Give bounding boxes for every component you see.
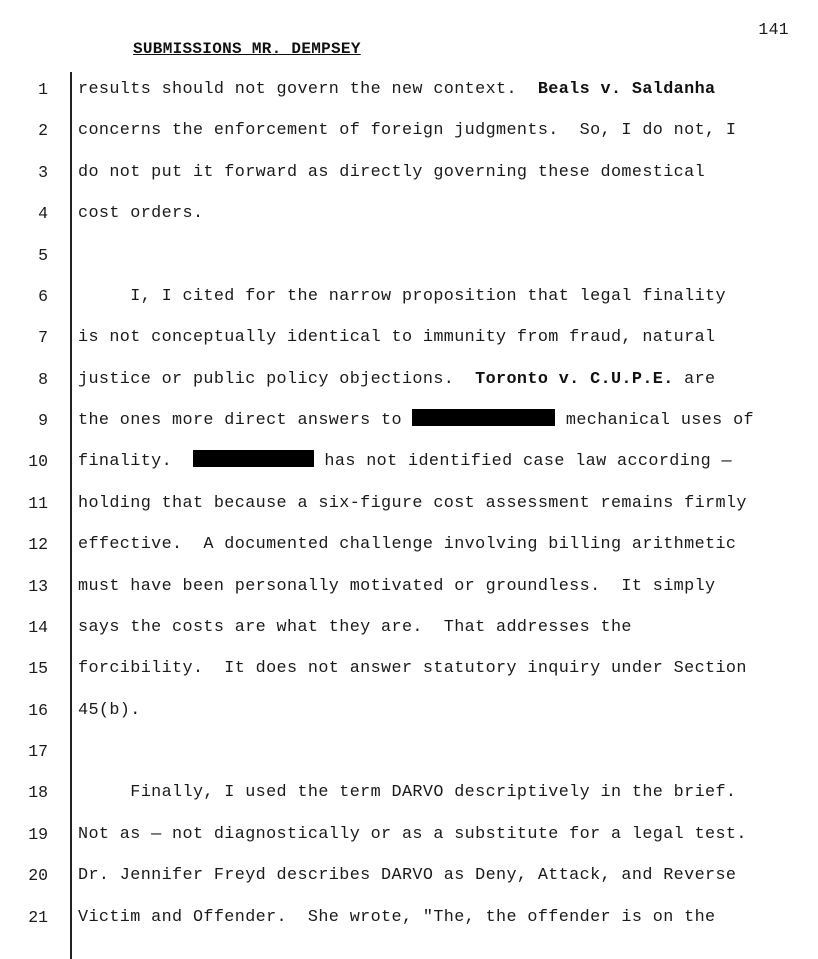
line-number: 9 (38, 411, 48, 431)
line-text (78, 574, 715, 600)
line-number: 4 (38, 204, 48, 224)
line-text (78, 284, 726, 310)
line-text (78, 656, 747, 682)
text-segment: has not identified case law according — (313, 452, 732, 472)
transcript-line (0, 243, 818, 284)
transcript-line (0, 905, 818, 946)
line-number: 19 (28, 824, 48, 844)
text-segment: justice or public policy objections. (78, 369, 476, 389)
transcript-line (0, 118, 818, 159)
case-citation: Toronto v. C.U.P.E. (475, 369, 674, 389)
transcript-line (0, 77, 818, 118)
line-number: 15 (28, 659, 48, 679)
line-number: 12 (28, 535, 48, 555)
text-segment: 45(b). (78, 700, 141, 720)
line-text (78, 698, 141, 724)
text-segment: is not conceptually identical to immunity from fraud, natural (78, 328, 716, 348)
line-number: 17 (28, 742, 48, 762)
text-segment: Finally, I used the term DARVO descriptively in the brief. (78, 783, 737, 803)
transcript-line (0, 532, 818, 573)
line-text (78, 325, 715, 351)
line-number: 13 (28, 576, 48, 596)
text-segment: finality. (78, 452, 193, 472)
text-segment: do not put it forward as directly governing these domestical (78, 162, 706, 182)
line-number: 3 (38, 162, 48, 182)
line-number: 20 (28, 866, 48, 886)
redaction-block (193, 450, 314, 467)
redaction-block (412, 409, 555, 426)
line-number: 1 (38, 80, 48, 99)
transcript-line (0, 449, 818, 490)
line-text (78, 780, 736, 806)
line-text (78, 822, 747, 848)
text-segment: the ones more direct answers to (78, 411, 413, 431)
line-text (78, 77, 716, 103)
text-segment: Dr. Jennifer Freyd describes DARVO as Deny, Attack, and Reverse (78, 866, 737, 886)
line-number: 21 (28, 907, 48, 927)
line-number: 7 (38, 328, 48, 348)
transcript-line (0, 408, 818, 449)
line-text (78, 532, 736, 558)
transcript-line (0, 698, 818, 739)
text-segment: are (673, 369, 716, 389)
text-segment: concerns the enforcement of foreign judgments. So, I do not, I (78, 121, 737, 141)
line-number: 18 (28, 783, 48, 803)
line-number: 5 (38, 245, 48, 265)
transcript-line (0, 160, 818, 201)
line-text (78, 863, 736, 889)
transcript-line (0, 491, 818, 532)
transcript-line (0, 863, 818, 904)
transcript-line (0, 615, 818, 656)
page-number: 141 (758, 20, 789, 39)
line-text (78, 201, 203, 227)
transcript-line (0, 367, 818, 408)
transcript-line (0, 325, 818, 366)
line-number: 11 (28, 493, 48, 513)
transcript-line (0, 739, 818, 780)
line-number: 2 (38, 121, 48, 141)
transcript-line (0, 822, 818, 863)
text-segment: holding that because a six-figure cost assessment remains firmly (78, 493, 747, 513)
transcript-line (0, 284, 818, 325)
text-segment: must have been personally motivated or groundless. It simply (78, 576, 716, 596)
text-segment: I, I cited for the narrow proposition that legal finality (78, 286, 726, 306)
transcript-line (0, 201, 818, 242)
line-number: 10 (28, 452, 48, 472)
text-segment: Victim and Offender. She wrote, "The, the offender is on the (78, 907, 716, 927)
line-text (78, 491, 747, 517)
line-text (78, 449, 732, 475)
transcript-line (0, 780, 818, 821)
line-text (78, 367, 716, 393)
line-text (78, 160, 705, 186)
transcript-line (0, 656, 818, 697)
section-header: SUBMISSIONS MR. DEMPSEY (133, 40, 361, 58)
text-segment: says the costs are what they are. That addresses the (78, 617, 632, 637)
line-text (78, 905, 715, 931)
line-number: 16 (28, 700, 48, 720)
text-segment: forcibility. It does not answer statutory inquiry under Section (78, 659, 747, 679)
transcript-line (0, 574, 818, 615)
text-segment: Not as — not diagnostically or as a substitute for a legal test. (78, 824, 747, 844)
line-text (78, 615, 632, 641)
text-segment: mechanical uses of (555, 411, 754, 431)
line-text (78, 118, 736, 144)
line-text (78, 408, 754, 434)
case-citation: Beals v. Saldanha (537, 80, 716, 99)
line-number: 14 (28, 617, 48, 637)
text-segment: cost orders. (78, 204, 204, 224)
text-segment: results should not govern the new context. (78, 80, 538, 99)
text-segment: effective. A documented challenge involving billing arithmetic (78, 535, 737, 555)
line-number: 6 (38, 286, 48, 306)
line-number: 8 (38, 369, 48, 389)
